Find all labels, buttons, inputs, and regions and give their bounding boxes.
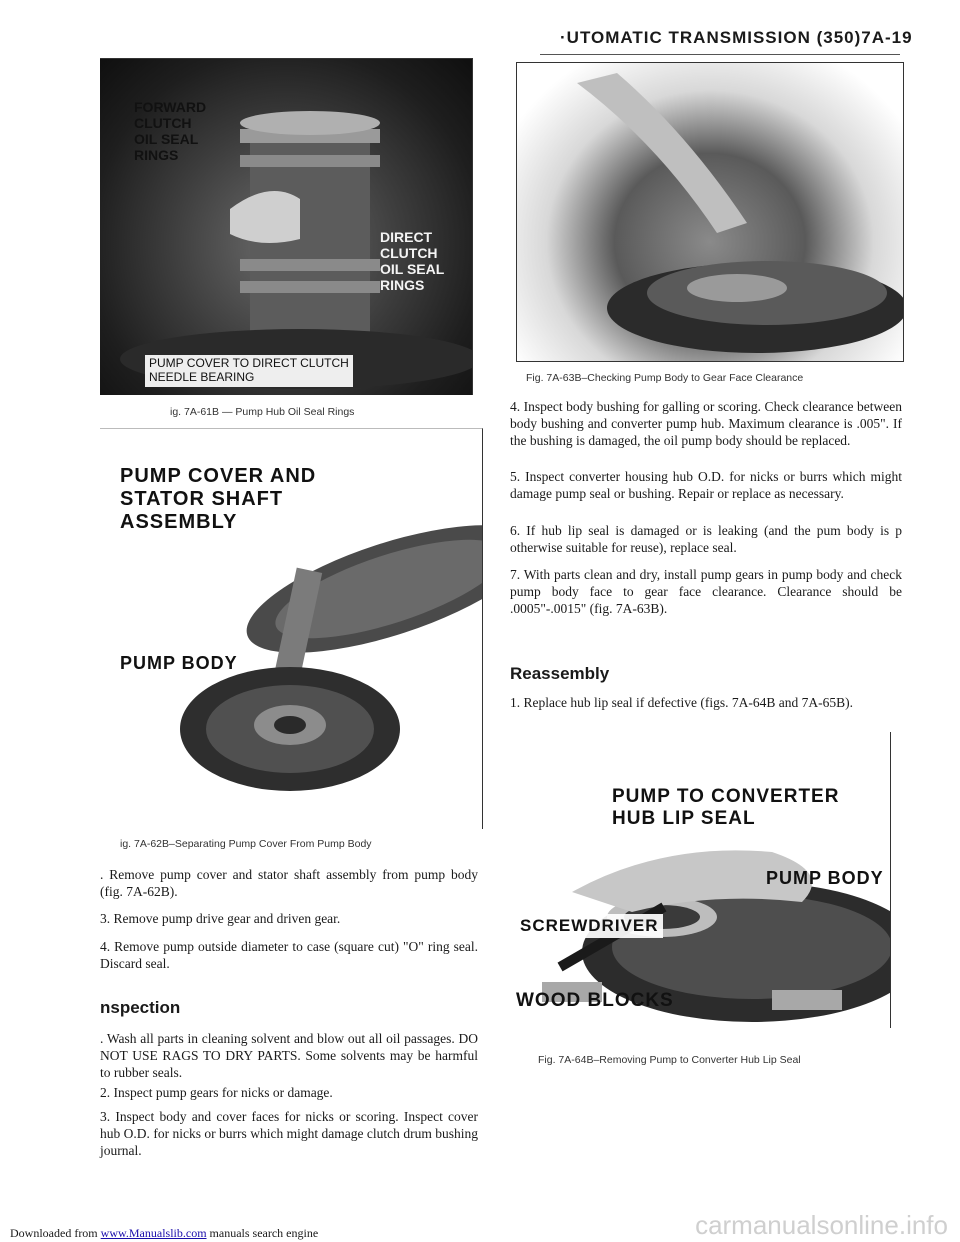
left-paragraph-3: 4. Remove pump outside diameter to case (square cut) "O" ring seal. Discard seal. xyxy=(100,939,478,971)
heading-inspection: nspection xyxy=(100,998,181,1017)
right-paragraph-4: 7. With parts clean and dry, install pump gears in pump body and check pump body face to gear face clearance. Clearance should be .0005"-.0015" (fig. 7A-63B). xyxy=(510,567,902,616)
callout-direct-clutch-oil-seal-rings: DIRECT CLUTCH OIL SEAL RINGS xyxy=(380,229,445,294)
header-rule xyxy=(540,54,900,55)
figure-7a-63b-caption: Fig. 7A-63B–Checking Pump Body to Gear Face Clearance xyxy=(526,372,804,384)
footer-prefix: Downloaded from xyxy=(10,1226,101,1240)
figure-7a-62b xyxy=(100,428,483,829)
right-paragraph-1: 4. Inspect body bushing for galling or scoring. Check clearance between body bushing and converter pump hub. Maximum clearance is .005". If the bushing is damaged, the oil pump body should be replaced. xyxy=(510,399,902,448)
right-paragraph-2: 5. Inspect converter housing hub O.D. for nicks or burrs which might damage pump seal or bushing. Repair or replace as necessary. xyxy=(510,469,902,501)
callout-pump-cover-needle-bearing: PUMP COVER TO DIRECT CLUTCH NEEDLE BEARING xyxy=(145,355,353,387)
callout-wood-blocks: WOOD BLOCKS xyxy=(516,990,674,1011)
figure-7a-64b-caption: Fig. 7A-64B–Removing Pump to Converter Hub Lip Seal xyxy=(538,1054,801,1066)
heading-reassembly: Reassembly xyxy=(510,664,610,683)
figure-7a-62b-caption: ig. 7A-62B–Separating Pump Cover From Pump Body xyxy=(120,838,372,850)
right-paragraph-5: 1. Replace hub lip seal if defective (figs. 7A-64B and 7A-65B). xyxy=(510,695,854,710)
callout-pump-to-converter-hub-lip-seal: PUMP TO CONVERTER HUB LIP SEAL xyxy=(612,786,840,829)
callout-pump-body: PUMP BODY xyxy=(120,653,238,673)
gear-clearance-illustration xyxy=(517,63,903,361)
right-paragraph-3: 6. If hub lip seal is damaged or is leaking (and the pum body is p otherwise suitable for reuse), replace seal. xyxy=(510,523,902,555)
callout-pump-body-64b: PUMP BODY xyxy=(766,868,884,888)
watermark: carmanualsonline.info xyxy=(695,1210,948,1240)
figure-7a-63b xyxy=(516,62,904,362)
figure-7a-61b-caption: ig. 7A-61B — Pump Hub Oil Seal Rings xyxy=(170,406,355,418)
left-paragraph-5: 2. Inspect pump gears for nicks or damage. xyxy=(100,1085,333,1100)
left-paragraph-4: . Wash all parts in cleaning solvent and blow out all oil passages. DO NOT USE RAGS TO DRY PARTS. Some solvents may be harmful to rubber seals. xyxy=(100,1031,478,1080)
left-paragraph-2: 3. Remove pump drive gear and driven gear. xyxy=(100,911,341,926)
left-paragraph-1: . Remove pump cover and stator shaft assembly from pump body (fig. 7A-62B). xyxy=(100,867,478,899)
footer-manualslib-link[interactable]: www.Manualslib.com xyxy=(100,1226,207,1240)
left-paragraph-6: 3. Inspect body and cover faces for nicks or scoring. Inspect cover hub O.D. for nicks or burrs which might damage clutch drum bushing journal. xyxy=(100,1109,478,1158)
footer-suffix: manuals search engine xyxy=(206,1226,319,1240)
figure-7a-61b xyxy=(100,58,473,395)
callout-screwdriver: SCREWDRIVER xyxy=(516,914,663,938)
callout-pump-cover-and-stator-shaft-assembly: PUMP COVER AND STATOR SHAFT ASSEMBLY xyxy=(120,465,317,533)
callout-forward-clutch-oil-seal-rings: FORWARD CLUTCH OIL SEAL RINGS xyxy=(134,99,207,164)
figure-7a-64b xyxy=(512,732,891,1028)
page-header-title: ·UTOMATIC TRANSMISSION (350)7A-19 xyxy=(560,28,913,47)
footer-download-note xyxy=(10,1226,318,1241)
